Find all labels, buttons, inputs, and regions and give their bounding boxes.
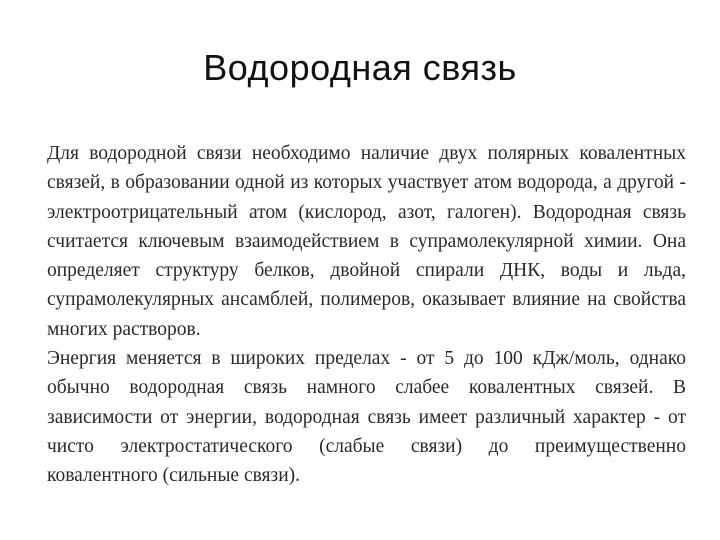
slide-title: Водородная связь: [203, 47, 517, 88]
paragraph-definition: Для водородной связи необходимо наличие двух полярных ковалентных связей, в образовании одной из которых участвует атом водорода, а другой - электроотрицательный атом (кислород, азот, галоген). Водородная связь считается ключевым взаимодействием в супрамолекулярной химии. Она определяет структуру белков, двойной спирали ДНК, воды и льда, супрамолекулярных ансамблей, полимеров, оказывает влияние на свойства многих растворов.: [47, 143, 686, 340]
paragraph-energy: Энергия меняется в широких пределах - от 5 до 100 кДж/моль, однако обычно водородная связь намного слабее ковалентных связей. В зависимости от энергии, водородная связь имеет различный характер - от чисто электростатического (слабые связи) до преимущественно ковалентного (сильные связи).: [47, 348, 686, 487]
slide-body: [47, 139, 686, 491]
